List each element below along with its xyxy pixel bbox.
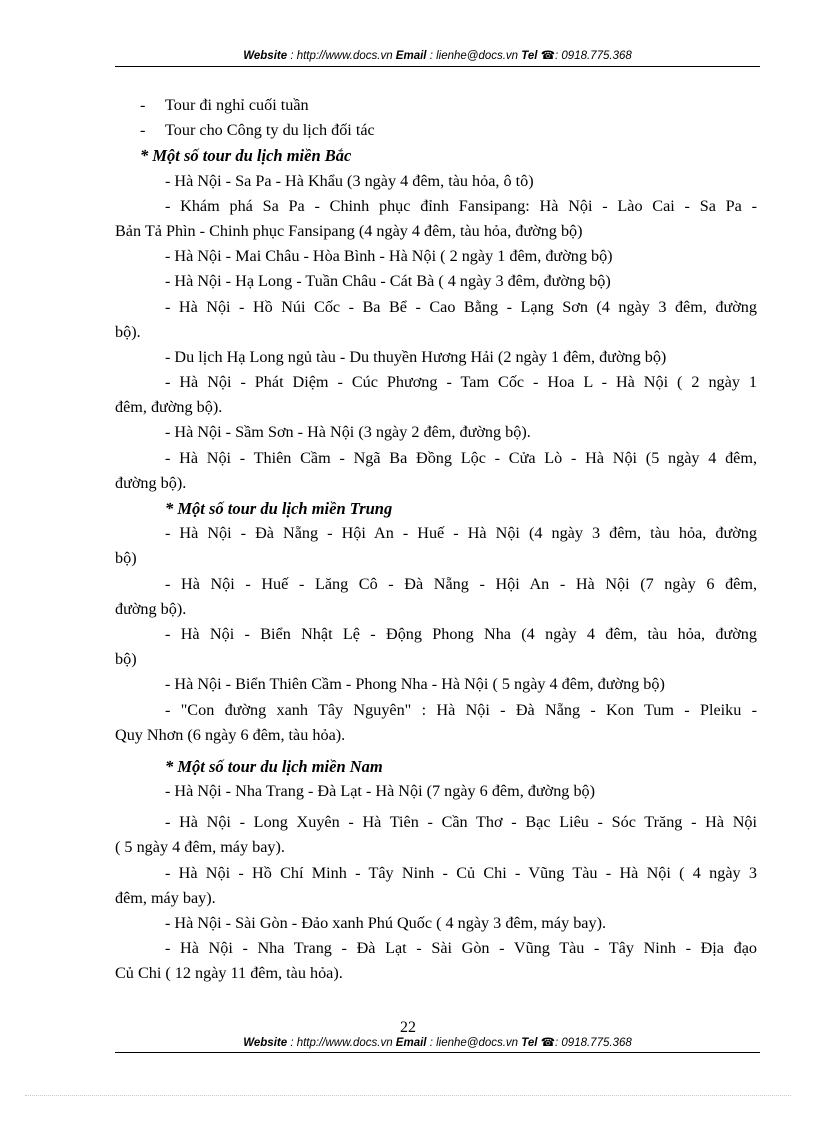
tour-line: - Hà Nội - Đà Nẵng - Hội An - Huế - Hà Nội (4 ngày 3 đêm, tàu hỏa, đường — [165, 524, 757, 543]
tour-line: - Hà Nội - Phát Diệm - Cúc Phương - Tam Cốc - Hoa L - Hà Nội ( 2 ngày 1 — [165, 373, 757, 392]
tel-label: Tel — [521, 50, 538, 62]
tour-line: - Hà Nội - Mai Châu - Hòa Bình - Hà Nội ( 2 ngày 1 đêm, đường bộ) — [165, 247, 613, 266]
tour-line: - Hà Nội - Hồ Chí Minh - Tây Ninh - Củ Chi - Vũng Tàu - Hà Nội ( 4 ngày 3 — [165, 863, 757, 882]
tour-line: - Hà Nội - Huế - Lăng Cô - Đà Nẵng - Hội An - Hà Nội (7 ngày 6 đêm, — [165, 574, 757, 593]
section-heading-north: * Một số tour du lịch miền Bắc — [140, 146, 352, 166]
tour-line: đường bộ). — [115, 599, 187, 618]
tour-line: bộ). — [115, 322, 141, 341]
tour-line: - Hà Nội - Nha Trang - Đà Lạt - Hà Nội (7 ngày 6 đêm, đường bộ) — [165, 782, 596, 801]
page-edge-divider — [25, 1095, 791, 1096]
section-heading-south: * Một số tour du lịch miền Nam — [165, 756, 383, 776]
tour-line: bộ) — [115, 650, 137, 669]
tour-line: - Hà Nội - Biển Thiên Cầm - Phong Nha - Hà Nội ( 5 ngày 4 đêm, đường bộ) — [165, 675, 665, 694]
tel-value: : 0918.775.368 — [555, 50, 632, 62]
tour-line: Củ Chi ( 12 ngày 11 đêm, tàu hỏa). — [115, 964, 343, 983]
tour-line: đêm, máy bay). — [115, 888, 216, 907]
list-item: - Tour đi nghỉ cuối tuần — [140, 96, 309, 114]
tour-line: - Hà Nội - Hồ Núi Cốc - Ba Bể - Cao Bằng - Lạng Sơn (4 ngày 3 đêm, đường — [165, 297, 757, 316]
tour-line: - "Con đường xanh Tây Nguyên" : Hà Nội - Đà Nẵng - Kon Tum - Pleiku - — [165, 700, 757, 719]
footer-divider — [115, 1052, 760, 1053]
header-divider — [115, 66, 760, 67]
website-url: : http://www.docs.vn — [290, 1037, 393, 1049]
tel-value: : 0918.775.368 — [555, 1037, 632, 1049]
phone-icon: ☎ — [540, 50, 556, 62]
tour-line: - Hà Nội - Hạ Long - Tuần Châu - Cát Bà ( 4 ngày 3 đêm, đường bộ) — [165, 272, 611, 291]
tour-line: ( 5 ngày 4 đêm, máy bay). — [115, 838, 285, 857]
tour-line: - Hà Nội - Sa Pa - Hà Khẩu (3 ngày 4 đêm, tàu hỏa, ô tô) — [165, 171, 534, 190]
tour-line: - Du lịch Hạ Long ngủ tàu - Du thuyền Hương Hải (2 ngày 1 đêm, đường bộ) — [165, 347, 667, 366]
email-value: : lienhe@docs.vn — [429, 1037, 519, 1049]
email-label: Email — [395, 1037, 427, 1049]
tour-line: - Hà Nội - Biển Nhật Lệ - Động Phong Nha (4 ngày 4 đêm, tàu hỏa, đường — [165, 624, 757, 643]
tour-line: - Hà Nội - Long Xuyên - Hà Tiên - Cần Thơ - Bạc Liêu - Sóc Trăng - Hà Nội — [165, 813, 757, 832]
email-value: : lienhe@docs.vn — [429, 50, 519, 62]
page-number: 22 — [400, 1019, 416, 1036]
tour-line: đêm, đường bộ). — [115, 398, 223, 417]
website-label: Website — [243, 50, 288, 62]
tour-line: đường bộ). — [115, 473, 187, 492]
tour-line: Bản Tả Phìn - Chinh phục Fansipang (4 ngày 4 đêm, tàu hỏa, đường bộ) — [115, 221, 583, 240]
section-heading-central: * Một số tour du lịch miền Trung — [165, 499, 393, 518]
tour-line: Quy Nhơn (6 ngày 6 đêm, tàu hỏa). — [115, 725, 346, 744]
tour-line: - Hà Nội - Sầm Sơn - Hà Nội (3 ngày 2 đêm, đường bộ). — [165, 423, 531, 442]
email-label: Email — [395, 50, 427, 62]
tour-line: bộ) — [115, 549, 137, 568]
tour-line: - Khám phá Sa Pa - Chinh phục đỉnh Fansipang: Hà Nội - Lào Cai - Sa Pa - — [165, 196, 757, 215]
website-label: Website — [243, 1037, 288, 1049]
tour-line: - Hà Nội - Nha Trang - Đà Lạt - Sài Gòn - Vũng Tàu - Tây Ninh - Địa đạo — [165, 939, 757, 958]
website-url: : http://www.docs.vn — [290, 50, 393, 62]
page-header — [115, 49, 760, 63]
tel-label: Tel — [521, 1037, 538, 1049]
tour-line: - Hà Nội - Thiên Cầm - Ngã Ba Đồng Lộc - Cửa Lò - Hà Nội (5 ngày 4 đêm, — [165, 448, 757, 467]
list-item: - Tour cho Công ty du lịch đối tác — [140, 121, 375, 140]
page-body — [115, 93, 757, 987]
tour-line: - Hà Nội - Sài Gòn - Đảo xanh Phú Quốc ( 4 ngày 3 đêm, máy bay). — [165, 914, 607, 932]
page-footer — [115, 1036, 760, 1050]
phone-icon: ☎ — [540, 1037, 556, 1049]
